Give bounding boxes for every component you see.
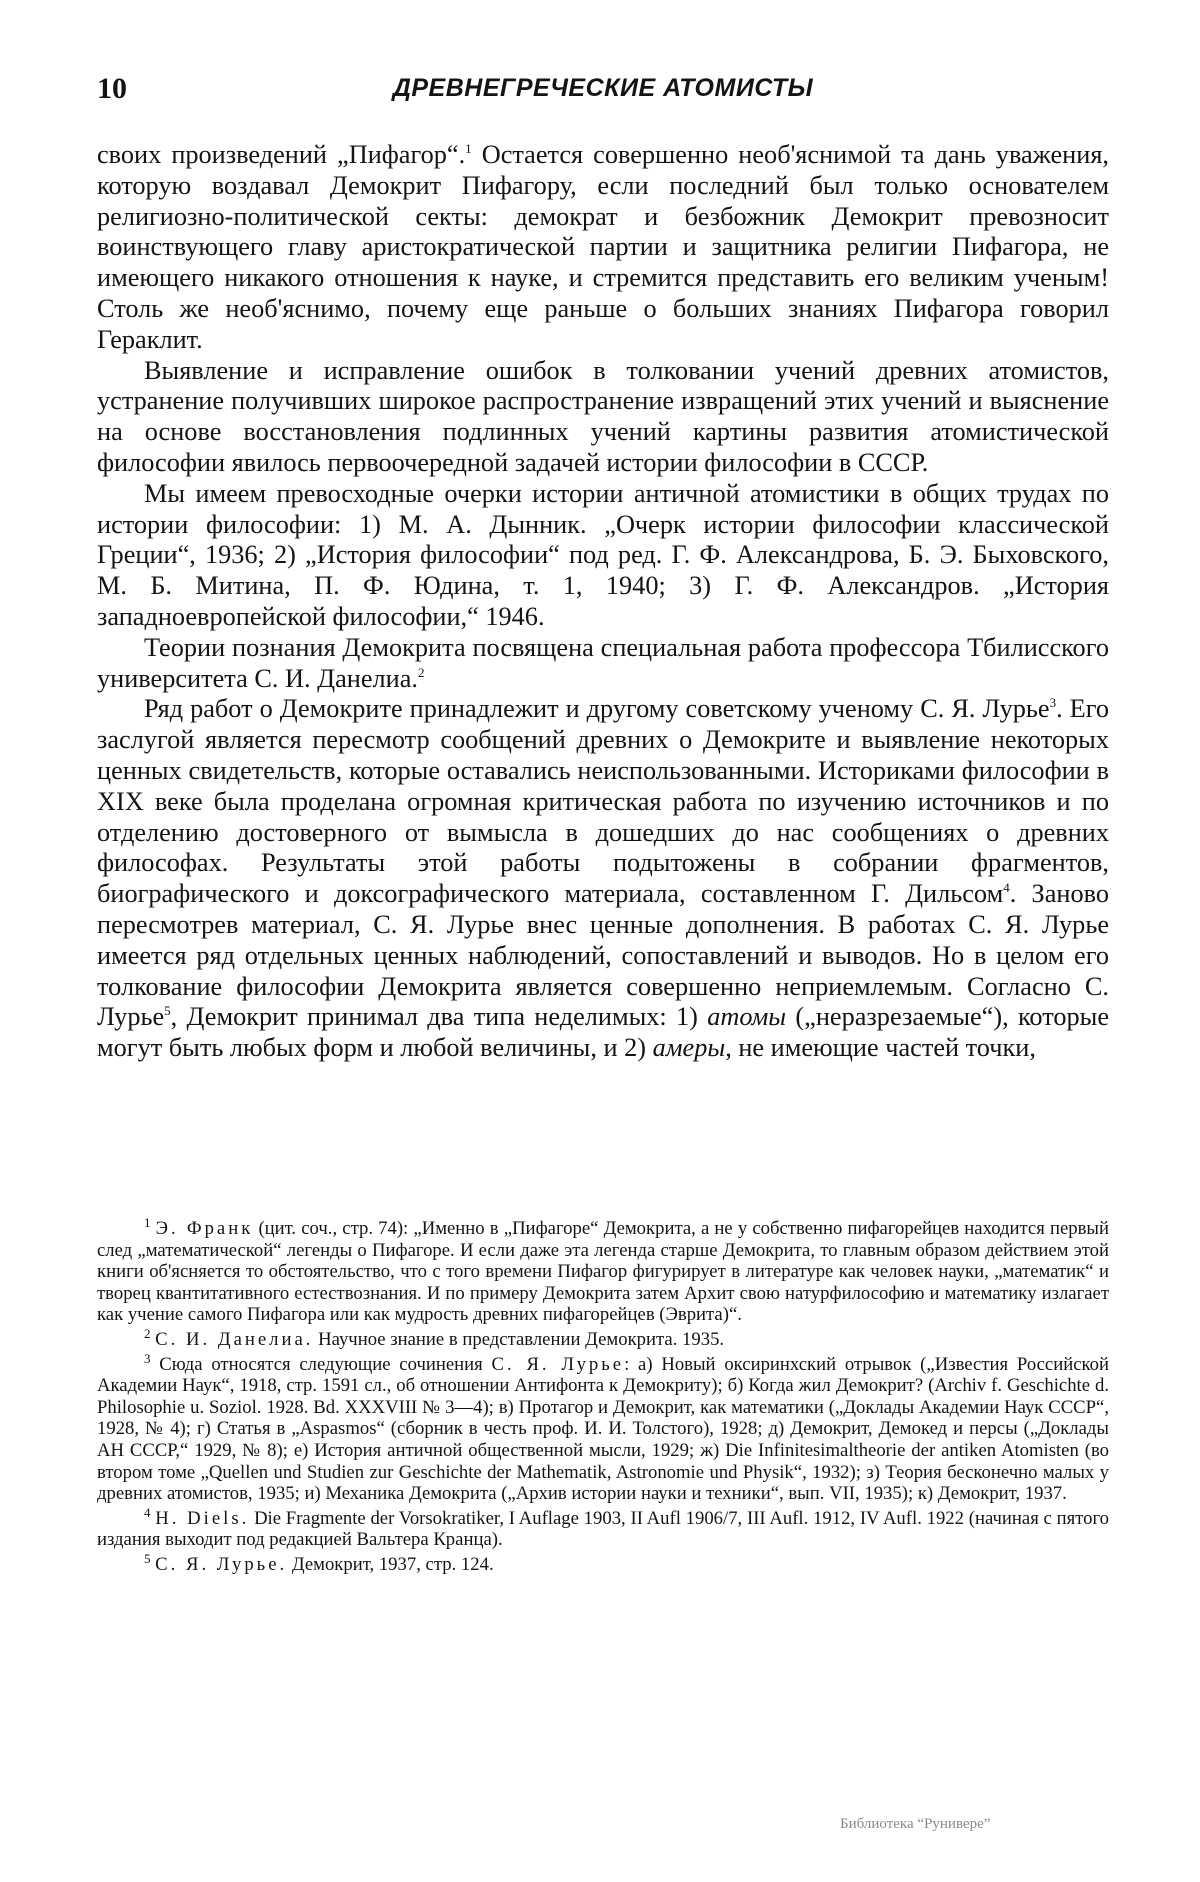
running-title: ДРЕВНЕГРЕЧЕСКИЕ АТОМИСТЫ [392,74,814,102]
footnote-1 [97,1214,1109,1326]
paragraph-5-part-a: Ряд работ о Демокрите принадлежит и другому советскому ученому С. Я. Лурье [144,694,1050,724]
footnote-ref-2: 2 [417,664,425,680]
footnote-2 [97,1325,1109,1351]
footnote-2-text: Научное знание в представлении Демокрита. 1935. [313,1328,725,1350]
paragraph-5 [97,694,1109,1064]
paragraph-1 [97,140,1109,356]
footnote-5-text: Демокрит, 1937, стр. 124. [287,1553,494,1575]
footnote-2-number: 2 [144,1325,151,1341]
term-amers: амеры [652,1033,726,1063]
page-number: 10 [97,72,127,105]
paragraph-5-part-b: . Его заслугой является пересмотр сообщений древних о Демокрите и выявление некоторых ценных свидетельств, которые оставались неиспользованными. Историками философии в XIX веке была проделана огромная критическая работа по изучению источников и по отделению достоверного от вымысла в дошедших до нас сообщениях о древних философах. Результаты этой работы подытожены в собрании фрагментов, биографического и доксографического материала, составленном Г. Дильсом [97,694,1109,909]
footnote-1-number: 1 [144,1214,151,1230]
footnote-5 [97,1550,1109,1576]
footnote-ref-4: 4 [1003,880,1010,896]
footnote-2-author: С. И. Данелиа. [155,1328,314,1350]
paragraph-5-part-d: , Демокрит принимал два типа неделимых: 1) [170,1002,708,1032]
footnote-3-text: : а) Новый оксиринхский отрывок („Известия Российской Академии Наук“, 1918, стр. 1591 сл., об отношении Антифонта к Демокриту); б) Когда жил Демокрит? (Archiv f. Geschichte d. Philosophie u. Soziol. 1928. Bd. XXXVIII № 3—4); в) Протагор и Демокрит, как математики („Доклады Академии Наук СССР“, 1928, № 4); г) Статья в „Aspasmos“ (сборник в честь проф. И. И. Толстого), 1928; д) Демокрит, Демокед и персы („Доклады АН СССР,“ 1929, № 8); е) История античной общественной мысли, 1929; ж) Die Infinitesimaltheorie der antiken Atomisten (во втором томе „Quellen und Studien zur Geschichte der Mathematik, Astronomie und Physik“, 1932); з) Теория бесконечно малых у древних атомистов, 1935; и) Механика Демокрита („Архив истории науки и техники“, вып. VII, 1935); к) Демокрит, 1937. [97,1353,1109,1505]
footnote-ref-1: 1 [465,141,472,157]
paragraph-1-part-a: своих произведений „Пифагор“. [97,140,466,169]
footnote-3-intro: Сюда относятся следующие сочинения [159,1353,492,1375]
term-atoms: атомы [707,1002,787,1032]
footnote-3 [97,1350,1109,1505]
page-header [97,72,1109,112]
footnote-4-number: 4 [144,1504,151,1520]
footnote-3-author: С. Я. Лурье [491,1353,625,1375]
paragraph-1-part-b: Остается совершенно необ'яснимой та дань уважения, которую воздавал Демокрит Пифагору, если последний был только основателем религиозно-политической секты: демократ и безбожник Демокрит превозносит воинствующего главу аристократической партии и защитника религии Пифагора, не имеющего никакого отношения к науке, и стремится представить его великим ученым! Столь же необ'яснимо, почему еще раньше о больших знаниях Пифагора говорил Гераклит. [97,140,1109,354]
footnote-5-author: С. Я. Лурье. [155,1553,288,1575]
paragraph-3: Мы имеем превосходные очерки истории античной атомистики в общих трудах по истории философии: 1) М. А. Дынник. „Очерк истории философии классической Греции“, 1936; 2) „История философии“ под ред. Г. Ф. Александрова, Б. Э. Быховского, М. Б. Митина, П. Ф. Юдина, т. 1, 1940; 3) Г. Ф. Александров. „История западноевропейской философии,“ 1946. [97,478,1109,631]
paragraph-5-part-c: . Заново пересмотрев материал, С. Я. Лурье внес ценные дополнения. В работах С. Я. Лурье имеется ряд отдельных ценных наблюдений, сопоставлений и выводов. Но в целом его толкование философии Демокрита является совершенно неприемлемым. Согласно С. Лурье [97,879,1109,1032]
footnote-ref-5: 5 [164,1003,171,1019]
paragraph-4 [97,633,1109,695]
footnote-4 [97,1504,1110,1551]
library-watermark: Библиотека “Рунивере” [840,1816,991,1832]
paragraph-5-part-f: , не имеющие частей точки, [725,1033,1036,1063]
paragraph-2: Выявление и исправление ошибок в толковании учений древних атомистов, устранение получивших широкое распространение извращений этих учений и выяснение на основе восстановления подлинных учений картины развития атомистической философии явилось первоочередной задачей истории философии в СССР. [97,355,1109,477]
paragraph-4-text: Теории познания Демокрита посвящена специальная работа профессора Тбилисского университета С. И. Данелиа. [97,632,1109,693]
paragraph-5-part-e: („неразрезаемые“), которые могут быть любых форм и любой величины, и 2) [97,1002,1109,1063]
footnote-1-author: Э. Франк [155,1218,254,1239]
footnotes [97,1214,1110,1576]
main-text [97,140,1109,1064]
footnote-4-text: Die Fragmente der Vorsokratiker, I Auflage 1903, II Aufl 1906/7, III Aufl. 1912, IV Aufl. 1922 (начиная с пятого издания выходит под редакцией Вальтера Кранца). [97,1507,1110,1551]
footnote-4-author: H. Diels. [155,1507,250,1529]
footnote-3-number: 3 [144,1350,151,1366]
footnote-5-number: 5 [144,1550,151,1566]
footnote-1-text: (цит. соч., стр. 74): „Именно в „Пифагоре“ Демокрита, а не у собственно пифагорейцев находится первый след „математической“ легенды о Пифагоре. И если даже эта легенда старше Демокрита, то главным образом действием этой книги об'ясняется то обстоятельство, что с того времени Пифагор фигурирует в литературе как человек науки, „математик“ и творец квантитативного естествознания. И по примеру Демокрита затем Архит свою натурфилософию и математику излагает как учение самого Пифагора или как мудрость древних пифагорейцев (Эврита)“. [97,1218,1109,1326]
footnote-ref-3: 3 [1049,695,1057,711]
